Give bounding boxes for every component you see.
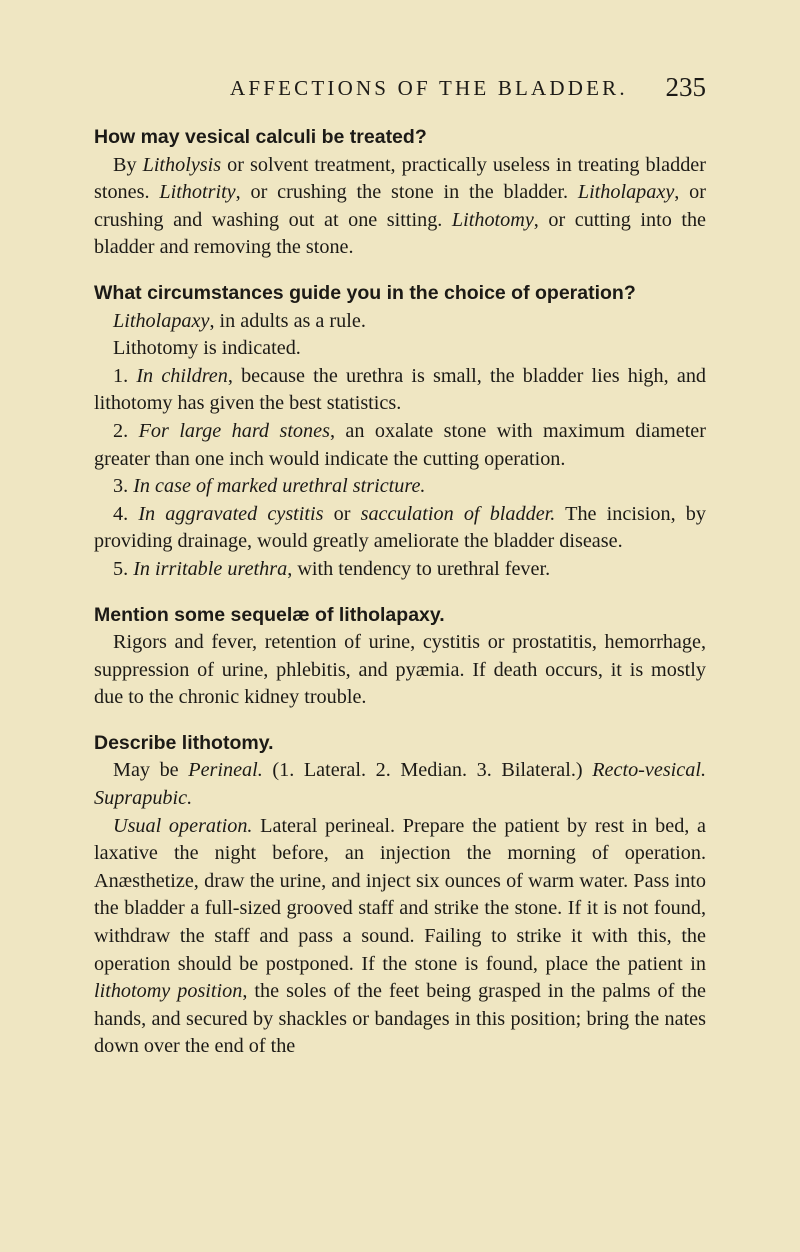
answer-paragraph (94, 629, 706, 712)
answer-paragraph (94, 757, 706, 812)
list-item (94, 418, 706, 473)
text-run: 4. (113, 502, 139, 525)
text-run: 5. (113, 557, 134, 580)
text-run: May be (113, 759, 189, 782)
answer-paragraph (94, 813, 706, 1061)
list-item (94, 473, 706, 501)
italic-text: Perineal. (188, 759, 263, 782)
text-run: or solvent treatment, practically useless in treating bladder stones. (94, 153, 706, 204)
question-heading: Describe lithotomy. (94, 731, 274, 754)
text-run: , in adults as a rule. (209, 309, 366, 332)
italic-text: Litholysis (142, 153, 222, 176)
page-number: 235 (665, 72, 706, 102)
answer-paragraph (94, 308, 706, 336)
text-run: Lithotomy is indicated. (113, 337, 301, 360)
text-run: or (323, 502, 361, 525)
question-heading: Mention some sequelæ of litholapaxy. (94, 603, 445, 626)
italic-text: In aggravated cystitis (138, 502, 324, 525)
italic-text: For large hard stones (138, 419, 330, 442)
text-run: 2. (113, 419, 139, 442)
running-title: AFFECTIONS OF THE BLADDER. (230, 76, 628, 100)
list-item (94, 363, 706, 418)
italic-text: Lithotomy (451, 208, 534, 231)
text-run: , with tendency to urethral fever. (287, 557, 551, 580)
list-item (94, 556, 706, 584)
italic-text: Litholapaxy (577, 181, 675, 204)
question-heading: What circumstances guide you in the choice of operation? (94, 281, 636, 304)
page-body (94, 124, 706, 1061)
text-run: , or crushing the stone in the bladder. (235, 181, 578, 204)
text-run: 3. (113, 475, 134, 498)
italic-text: Usual operation. (113, 814, 253, 837)
italic-text: lithotomy position (94, 980, 243, 1003)
question-heading: How may vesical calculi be treated? (94, 126, 427, 148)
text-run: The incision, by providing drainage, would greatly ameliorate the bladder disease. (94, 502, 706, 553)
text-run: , because the urethra is small, the bladder lies high, and lithotomy has given the best statistics. (94, 364, 706, 415)
italic-text: In case of marked urethral stricture. (133, 475, 426, 498)
italic-text: Recto-vesical. Suprapubic. (94, 759, 706, 810)
running-head (0, 72, 800, 112)
text-run: By (113, 153, 143, 176)
list-item (94, 501, 706, 556)
italic-text: sacculation of bladder. (360, 502, 556, 525)
text-run: Rigors and fever, retention of urine, cystitis or prostatitis, hemorrhage, suppression of urine, phlebitis, and pyæmia. If death occurs, it is mostly due to the chronic kidney trouble. (94, 631, 706, 709)
text-run: , or cutting into the bladder and removing the stone. (94, 208, 707, 259)
text-run: (1. Lateral. 2. Median. 3. Bilateral.) (262, 759, 593, 782)
italic-text: Lithotrity (159, 181, 236, 204)
text-run: , the soles of the feet being grasped in the palms of the hands, and secured by shackles or bandages in this position; bring the nates down over the end of the (94, 980, 706, 1058)
answer-paragraph (94, 335, 706, 363)
italic-text: In children (136, 364, 228, 387)
text-run: , or crushing and washing out at one sitting. (94, 181, 706, 231)
text-run: , an oxalate stone with maximum diameter greater than one inch would indicate the cutting operation. (94, 419, 706, 470)
italic-text: In irritable urethra (133, 557, 288, 580)
text-run: 1. (113, 364, 137, 387)
italic-text: Litholapaxy (113, 309, 210, 332)
text-run: Lateral perineal. Prepare the patient by rest in bed, a laxative the night before, an injection the morning of operation. Anæsthetize, draw the urine, and inject six ounces of warm water. Pass into the bladder a full-sized grooved staff and strike the stone. If it is not found, withdraw the staff and pass a sound. Failing to strike it with this, the operation should be postponed. If the stone is found, place the patient in (94, 814, 706, 975)
answer-paragraph (94, 152, 706, 262)
